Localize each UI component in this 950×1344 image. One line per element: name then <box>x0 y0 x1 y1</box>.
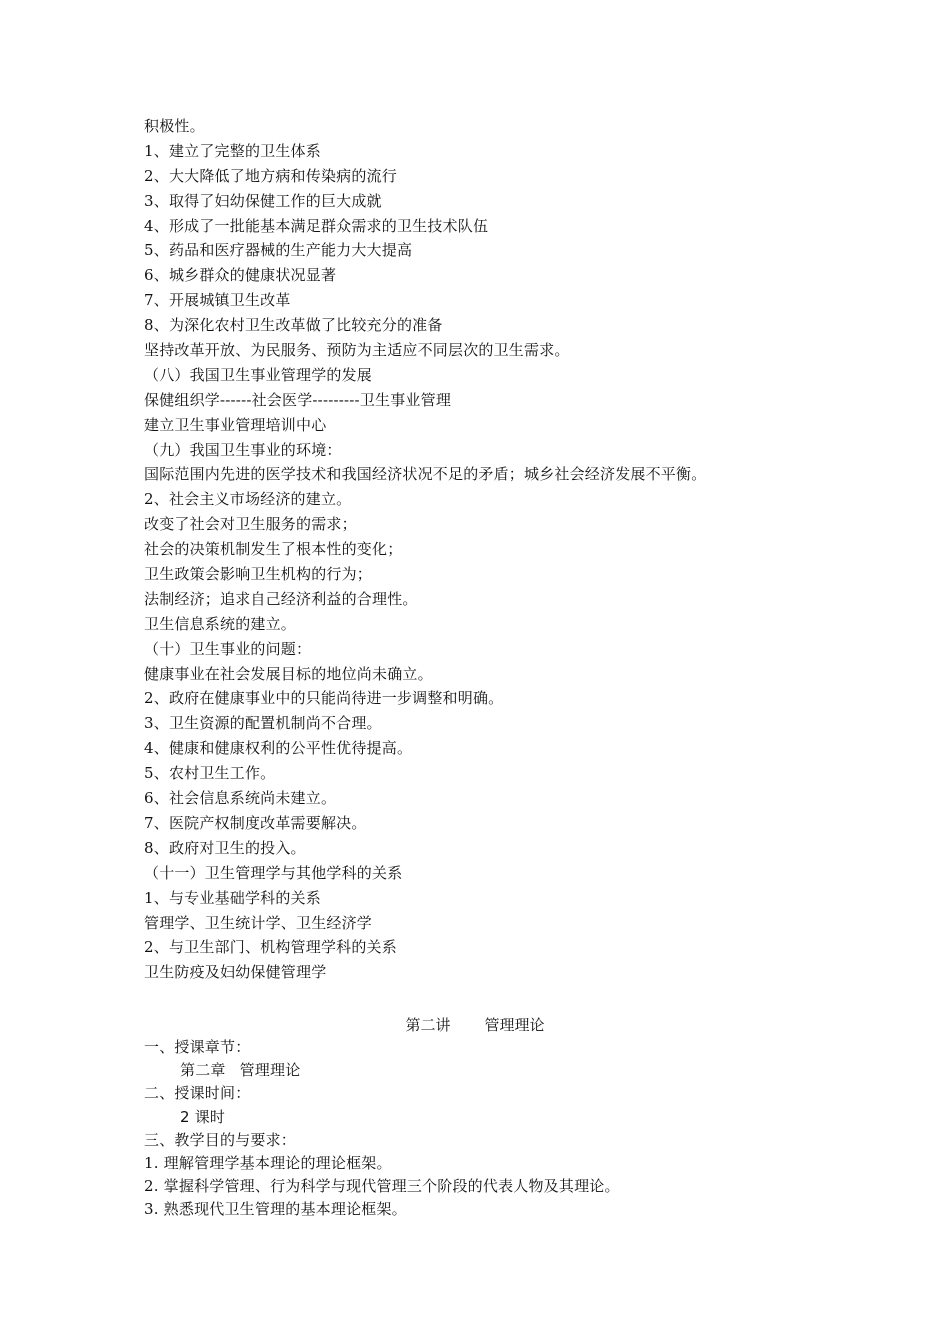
chapter-line <box>144 1059 904 1082</box>
text-line: 积极性。 <box>144 117 205 135</box>
goal-item: 3. 熟悉现代卫生管理的基本理论框架。 <box>144 1200 407 1219</box>
section-heading: （九）我国卫生事业的环境： <box>144 440 342 459</box>
list-item: 7、开展城镇卫生改革 <box>144 291 291 310</box>
time-label: 二、授课时间： <box>144 1084 251 1103</box>
text-line: 管理学、卫生统计学、卫生经济学 <box>144 913 373 932</box>
chapter-title: 管理理论 <box>239 1061 301 1080</box>
text-line: 卫生信息系统的建立。 <box>144 614 297 633</box>
list-item: 3、取得了妇幼保健工作的巨大成就 <box>144 191 382 210</box>
text-line: 改变了社会对卫生服务的需求； <box>144 515 357 534</box>
goal-item: 1. 理解管理学基本理论的理论框架。 <box>144 1153 392 1172</box>
list-item: 1、与专业基础学科的关系 <box>144 888 321 907</box>
list-item: 2、社会主义市场经济的建立。 <box>144 490 352 509</box>
section-heading: （十）卫生事业的问题： <box>144 639 312 658</box>
list-item: 6、社会信息系统尚未建立。 <box>144 789 337 808</box>
goal-item: 2. 掌握科学管理、行为科学与现代管理三个阶段的代表人物及其理论。 <box>144 1177 620 1196</box>
list-item: 4、健康和健康权利的公平性优待提高。 <box>144 739 413 758</box>
list-item: 2、政府在健康事业中的只能尚待进一步调整和明确。 <box>144 689 504 708</box>
list-item: 8、政府对卫生的投入。 <box>144 838 306 857</box>
list-item: 5、农村卫生工作。 <box>144 764 276 783</box>
text-line: 国际范围内先进的医学技术和我国经济状况不足的矛盾；城乡社会经济发展不平衡。 <box>144 465 707 484</box>
text-block-section-2 <box>144 1036 904 1222</box>
time-line <box>144 1106 904 1129</box>
text-line: 健康事业在社会发展目标的地位尚未确立。 <box>144 664 433 683</box>
list-item: 5、药品和医疗器械的生产能力大大提高 <box>144 241 413 260</box>
lecture-heading <box>0 1014 950 1036</box>
list-item: 4、形成了一批能基本满足群众需求的卫生技术队伍 <box>144 216 489 235</box>
text-line: 卫生防疫及妇幼保健管理学 <box>144 963 327 982</box>
section-heading: （十一）卫生管理学与其他学科的关系 <box>144 863 403 882</box>
list-item: 2、大大降低了地方病和传染病的流行 <box>144 166 397 185</box>
list-item: 2、与卫生部门、机构管理学科的关系 <box>144 938 397 957</box>
text-block-section-1 <box>144 114 904 985</box>
text-line: 卫生政策会影响卫生机构的行为； <box>144 565 373 584</box>
time-number: 2 <box>180 1107 190 1126</box>
list-item: 6、城乡群众的健康状况显著 <box>144 266 337 285</box>
goal-label: 三、教学目的与要求： <box>144 1130 297 1149</box>
text-line: 法制经济；追求自己经济利益的合理性。 <box>144 589 418 608</box>
lecture-title: 管理理论 <box>484 1016 545 1034</box>
list-item: 8、为深化农村卫生改革做了比较充分的准备 <box>144 316 443 335</box>
text-line: 坚持改革开放、为民服务、预防为主适应不同层次的卫生需求。 <box>144 341 570 360</box>
chapter-number: 第二章 <box>180 1061 226 1080</box>
lecture-number: 第二讲 <box>405 1016 451 1034</box>
time-unit: 课时 <box>194 1107 226 1126</box>
list-item: 1、建立了完整的卫生体系 <box>144 141 321 160</box>
chapter-label: 一、授课章节： <box>144 1038 251 1056</box>
text-line: 保健组织学------社会医学---------卫生事业管理 <box>144 390 452 409</box>
text-line: 社会的决策机制发生了根本性的变化； <box>144 540 403 559</box>
list-item: 3、卫生资源的配置机制尚不合理。 <box>144 714 382 733</box>
list-item: 7、医院产权制度改革需要解决。 <box>144 813 367 832</box>
text-line: 建立卫生事业管理培训中心 <box>144 415 327 434</box>
section-heading: （八）我国卫生事业管理学的发展 <box>144 365 373 384</box>
